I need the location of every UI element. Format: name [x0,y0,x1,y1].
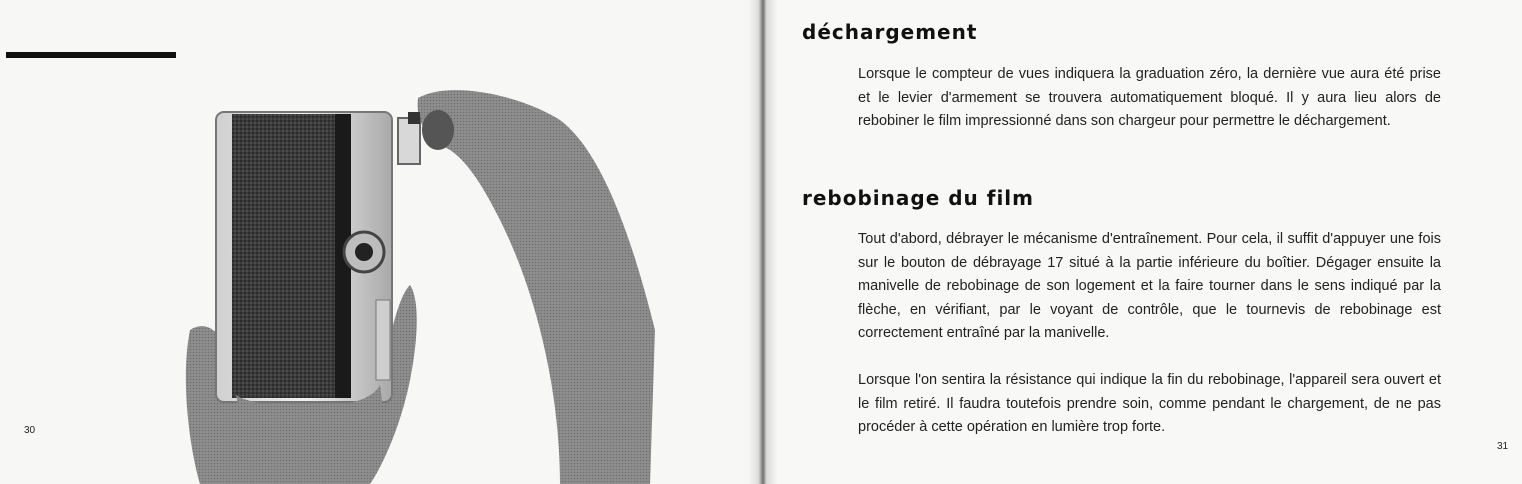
page-number-left: 30 [24,425,36,436]
camera-leather-front [232,114,350,398]
right-arm [418,90,655,484]
hands-holding-camera-rewind-icon [0,0,760,484]
rewind-crank [398,118,420,164]
paragraph-dechargement: Lorsque le compteur de vues indiquera la graduation zéro, la dernière vue aura été prise et le levier d'armement se trouvera automatiquement bloqué. Il y aura lieu alors de rebobiner le film impressionné dans son chargeur pour permettre le déchargement. [858,66,1441,129]
section-heading-rebobinage: rebobinage du film [802,186,1035,210]
left-page [0,0,760,484]
section-heading-dechargement: déchargement [802,20,978,44]
book-gutter [748,0,778,484]
page-number-right: 31 [1497,441,1509,452]
paragraph-rebobinage-2: Lorsque l'on sentira la résistance qui indique la fin du rebobinage, l'appareil sera ouvert et le film retiré. Il faudra toutefois prendre soin, comme pendant le chargement, de ne pas procéder à cette opération en lumière trop forte. [858,372,1441,435]
paragraph-rebobinage-1: Tout d'abord, débrayer le mécanisme d'entraînement. Pour cela, il suffit d'appuyer une fois sur le bouton de débrayage 17 situé à la partie inférieure du boîtier. Dégager ensuite la manivelle de rebobinage de son logement et la faire tourner dans le sens indiqué par la flèche, en vérifiant, par le voyant de contrôle, que le tournevis de rebobinage est correctement entraîné par la manivelle. [858,231,1441,341]
fingertip [422,110,454,150]
